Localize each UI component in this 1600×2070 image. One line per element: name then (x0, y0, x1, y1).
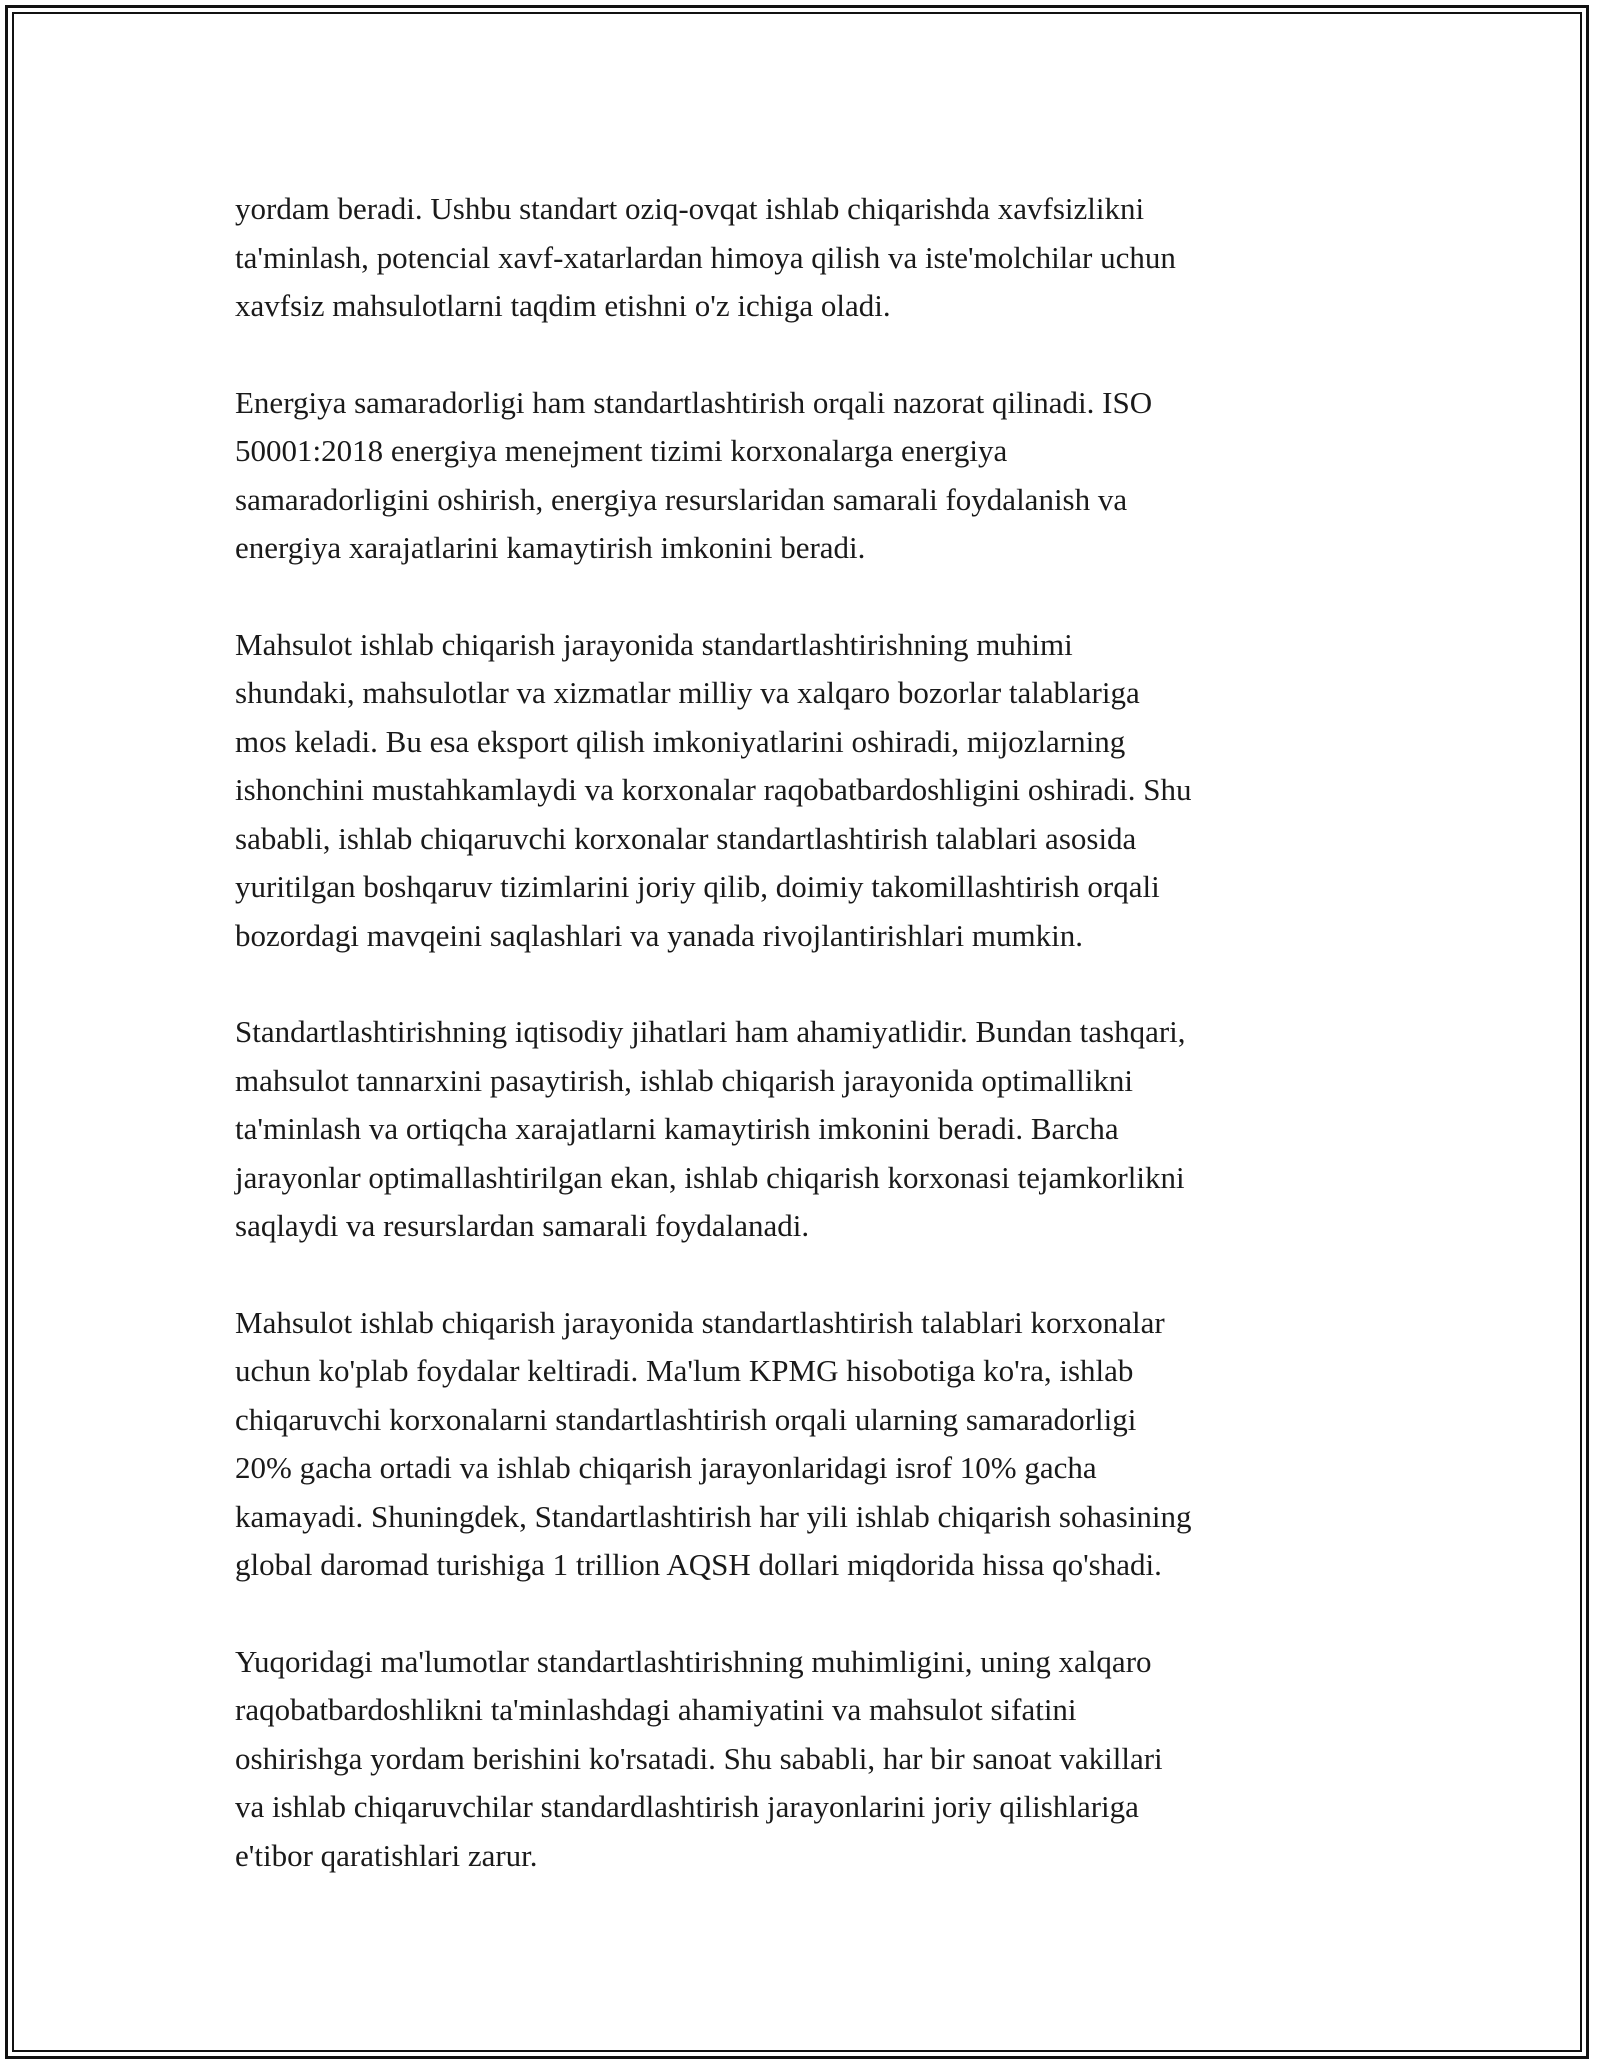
paragraph-kpmg-benefits: Mahsulot ishlab chiqarish jarayonida standartlashtirish talablari korxonalar uchun ko'plab foydalar keltiradi. Ma'lum KPMG hisobotiga ko'ra, ishlab chiqaruvchi korxonalarni standartlashtirish orqali ularning samaradorligi 20% gacha ortadi va ishlab chiqarish jarayonlaridagi isrof 10% gacha kamayadi. Shuningdek, Standartlashtirish har yili ishlab chiqarish sohasining global daromad turishiga 1 trillion AQSH dollari miqdorida hissa qo'shadi. (235, 1304, 1192, 1582)
paragraph-food-safety: yordam beradi. Ushbu standart oziq-ovqat ishlab chiqarishda xavfsizlikni ta'minlash, potencial xavf-xatarlardan himoya qilish va iste'molchilar uchun xavfsiz mahsulotlarni taqdim etishni o'z ichiga oladi. (235, 191, 1176, 323)
paragraph-market-requirements: Mahsulot ishlab chiqarish jarayonida standartlashtirishning muhimi shundaki, mahsulotlar va xizmatlar milliy va xalqaro bozorlar talablariga mos keladi. Bu esa eksport qilish imkoniyatlarini oshiradi, mijozlarning ishonchini mustahkamlaydi va korxonalar raqobatbardoshligini oshiradi. Shu sababli, ishlab chiqaruvchi korxonalar standartlashtirish talablari asosida yuritilgan boshqaruv tizimlarini joriy qilib, doimiy takomillashtirish orqali bozordagi mavqeini saqlashlari va yanada rivojlantirishlari mumkin. (235, 626, 1192, 953)
paragraph-economic-aspects: Standartlashtirishning iqtisodiy jihatlari ham ahamiyatlidir. Bundan tashqari, mahsulot tannarxini pasaytirish, ishlab chiqarish jarayonida optimallikni ta'minlash va ortiqcha xarajatlarni kamaytirish imkonini beradi. Barcha jarayonlar optimallashtirilgan ekan, ishlab chiqarish korxonasi tejamkorlikni saqlaydi va resurslardan samarali foydalanadi. (235, 1014, 1186, 1243)
paragraph-conclusion: Yuqoridagi ma'lumotlar standartlashtirishning muhimligini, uning xalqaro raqobatbardoshlikni ta'minlashdagi ahamiyatini va mahsulot sifatini oshirishga yordam berishini ko'rsatadi. Shu sababli, har bir sanoat vakillari va ishlab chiqaruvchilar standardlashtirish jarayonlarini joriy qilishlariga e'tibor qaratishlari zarur. (235, 1643, 1163, 1873)
paragraph-energy-efficiency: Energiya samaradorligi ham standartlashtirish orqali nazorat qilinadi. ISO 50001:2018 energiya menejment tizimi korxonalarga energiya samaradorligini oshirish, energiya resurslaridan samarali foydalanish va energiya xarajatlarini kamaytirish imkonini beradi. (235, 384, 1153, 565)
document-body (235, 185, 1375, 1928)
